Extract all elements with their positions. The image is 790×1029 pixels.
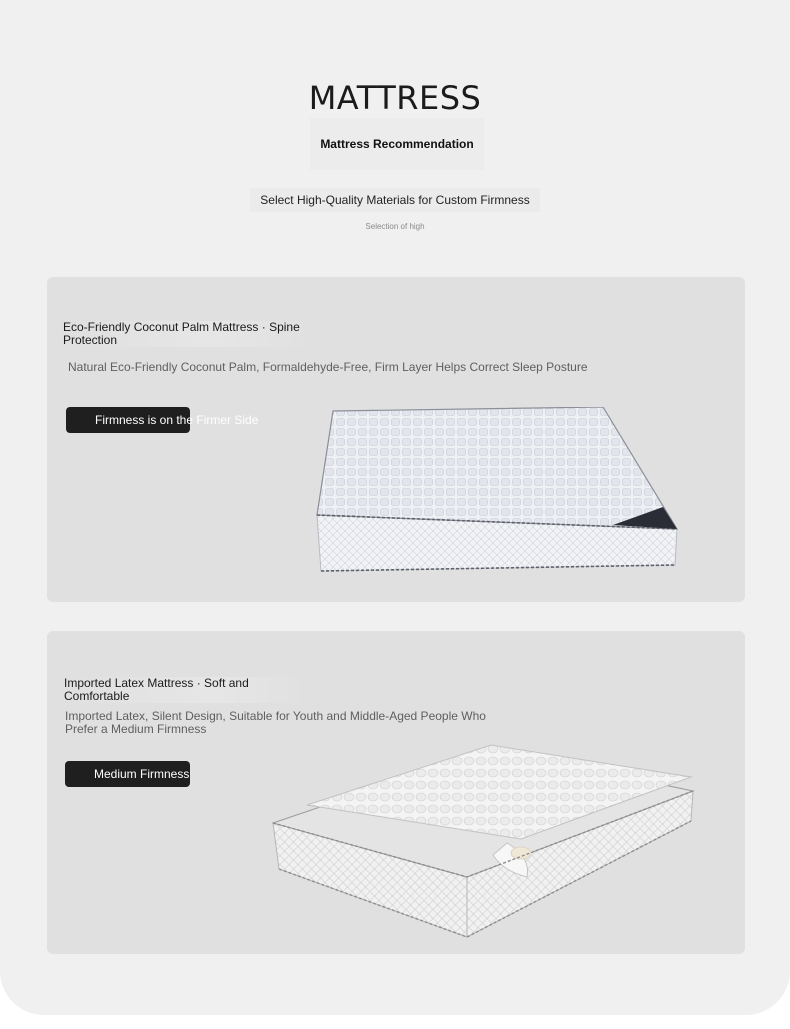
product-card-latex[interactable] bbox=[47, 631, 745, 954]
product-description: Imported Latex, Silent Design, Suitable for Youth and Middle-Aged People Who Prefer a Medium Firmness bbox=[65, 709, 486, 736]
page-tagline: Select High-Quality Materials for Custom Firmness bbox=[250, 188, 540, 212]
page-title: MATTRESS bbox=[308, 79, 482, 117]
page-subtitle: Mattress Recommendation bbox=[310, 118, 484, 170]
coconut-palm-mattress-image bbox=[313, 407, 679, 577]
latex-mattress-image bbox=[271, 743, 697, 939]
firmness-badge[interactable]: Medium Firmness bbox=[65, 761, 190, 787]
product-description: Natural Eco-Friendly Coconut Palm, Formaldehyde-Free, Firm Layer Helps Correct Sleep Posture bbox=[68, 360, 588, 374]
product-title: Eco-Friendly Coconut Palm Mattress · Spine Protection bbox=[63, 321, 313, 347]
firmness-badge[interactable]: Firmness is on the Firmer Side bbox=[66, 407, 190, 433]
product-card-coconut[interactable] bbox=[47, 277, 745, 602]
page-note: Selection of high bbox=[365, 222, 425, 231]
product-title: Imported Latex Mattress · Soft and Comfortable bbox=[64, 677, 312, 703]
